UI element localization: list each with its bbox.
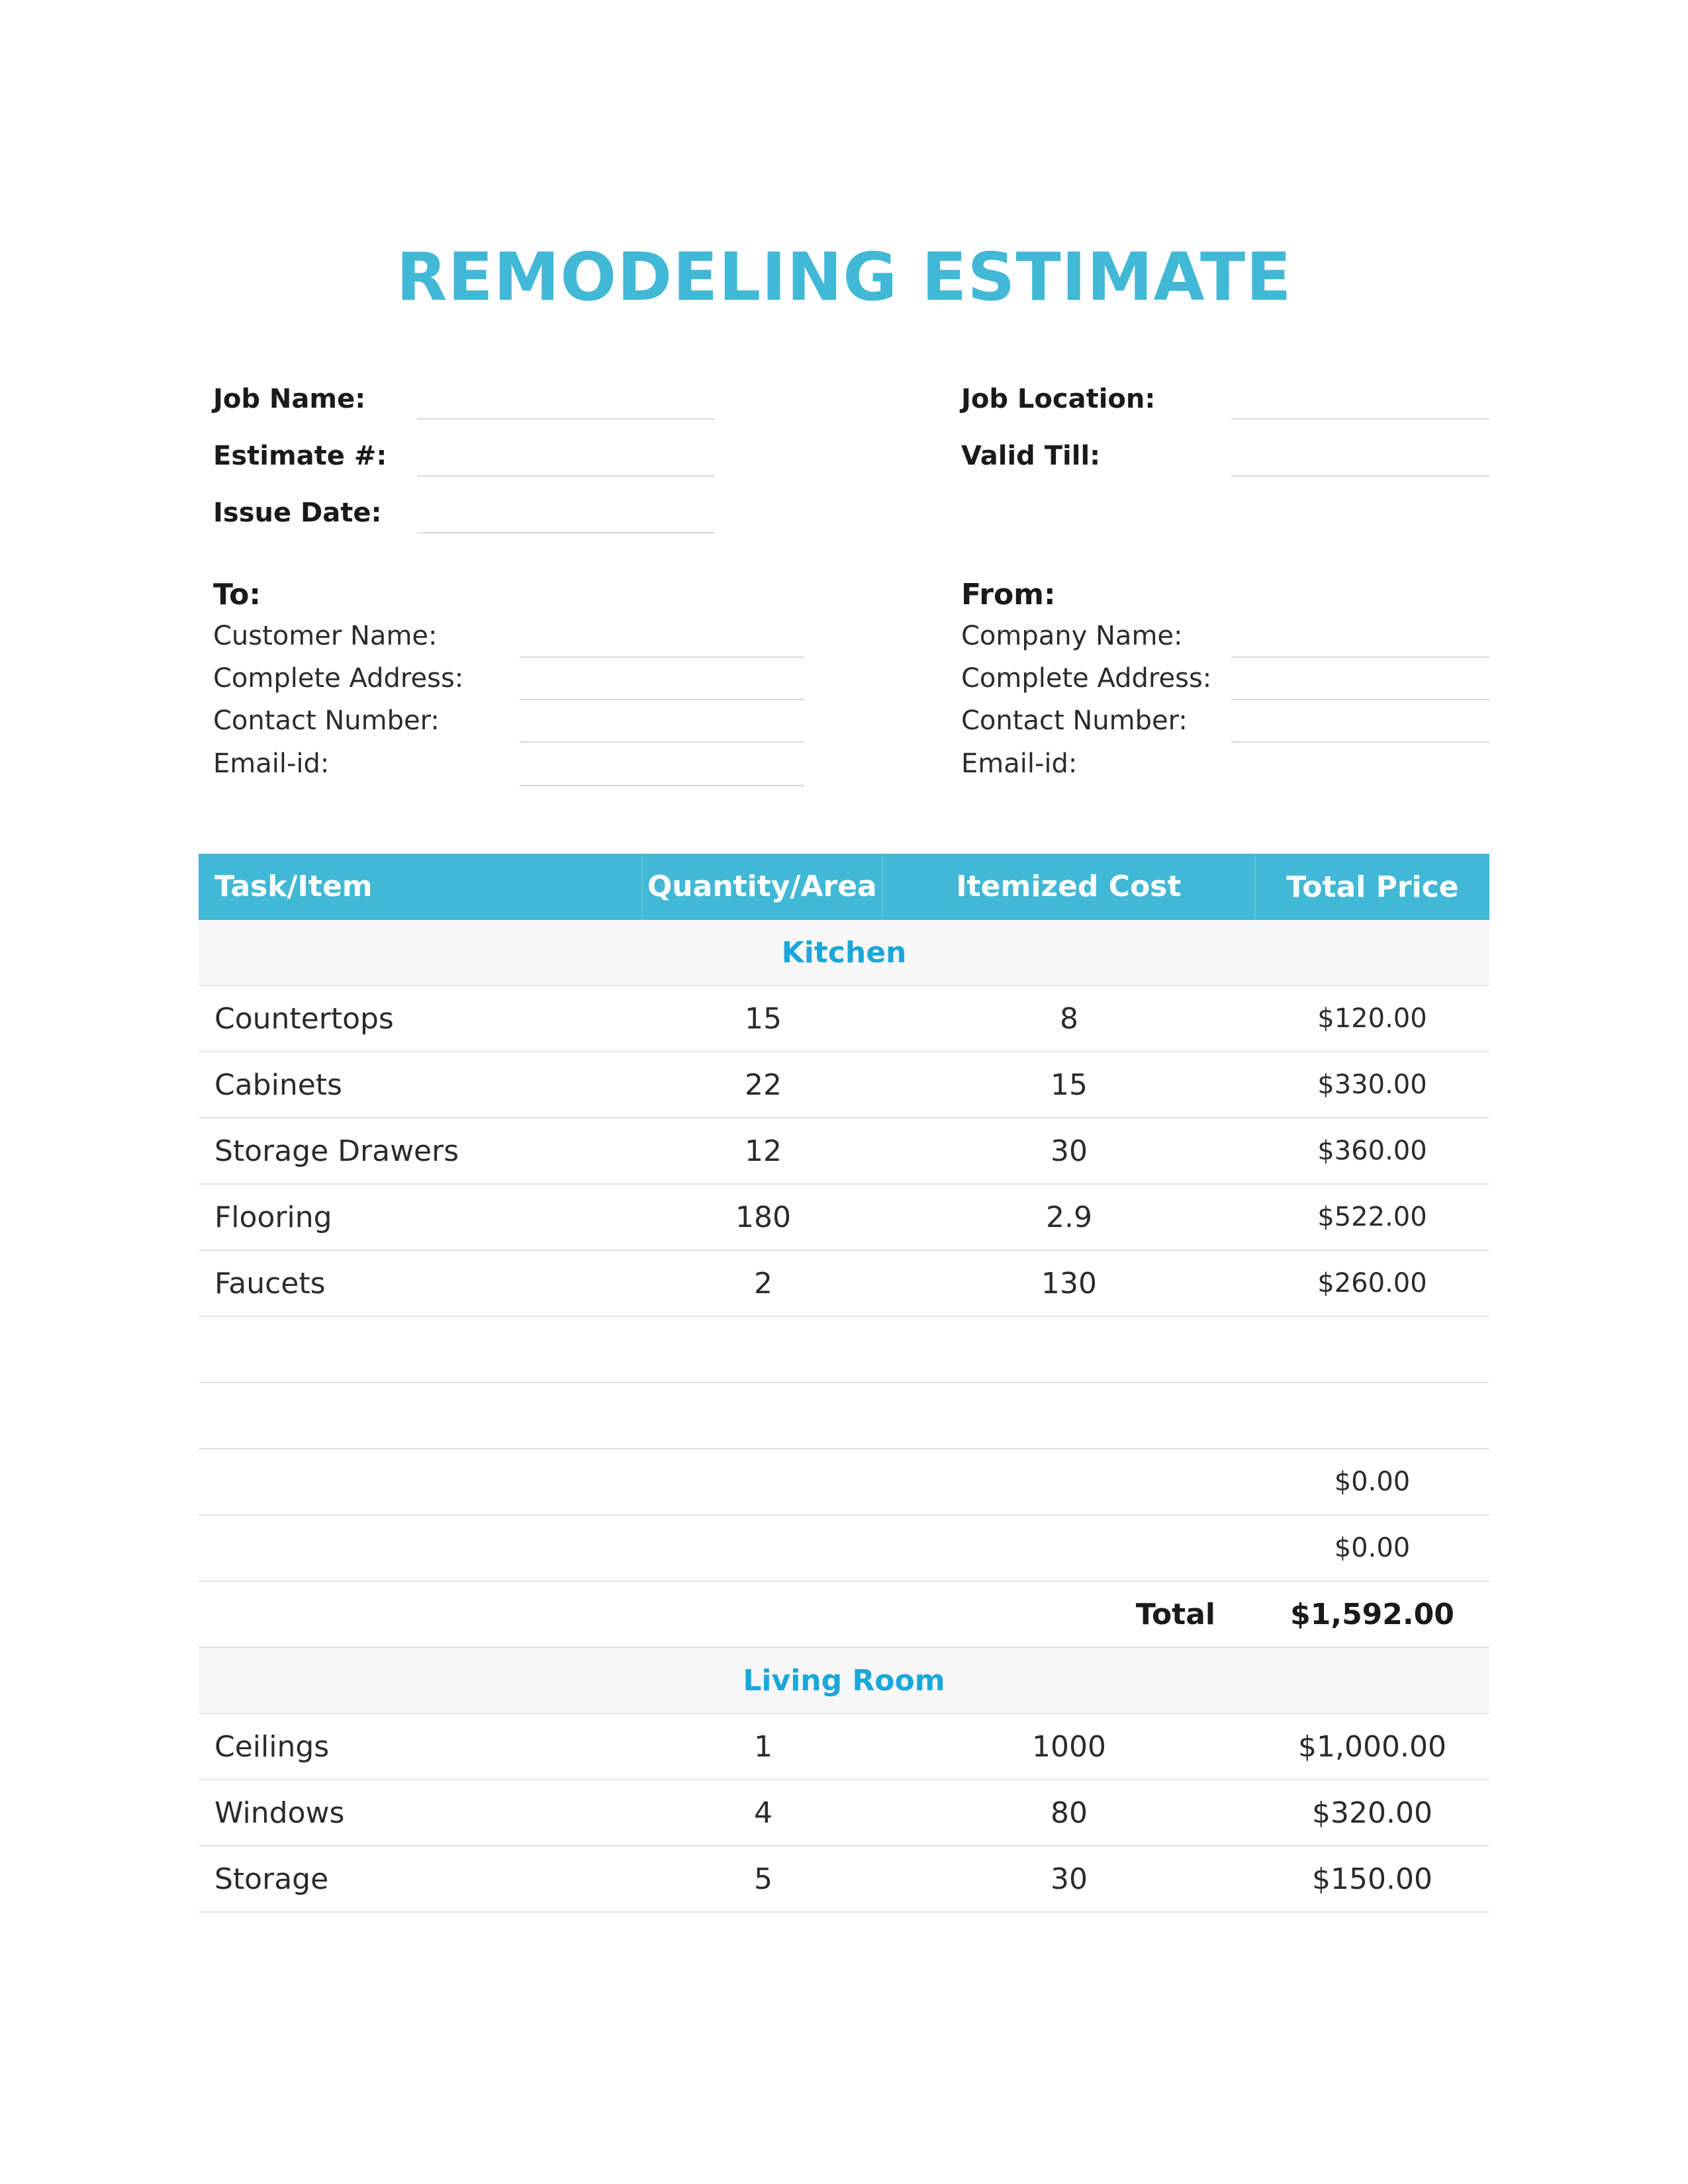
customer-contact-field[interactable] bbox=[520, 741, 804, 743]
cell-qty: 5 bbox=[754, 1862, 773, 1896]
customer-address-field[interactable] bbox=[520, 699, 804, 700]
kitchen-total-row bbox=[199, 1582, 1489, 1648]
table-row bbox=[199, 1118, 1489, 1185]
header-task-item: Task/Item bbox=[199, 854, 643, 920]
cell-item: Storage Drawers bbox=[214, 1134, 459, 1168]
cell-cost: 2.9 bbox=[1046, 1200, 1092, 1234]
cell-cost: 1000 bbox=[1032, 1729, 1106, 1764]
cell-item: Flooring bbox=[214, 1200, 332, 1234]
from-heading: From: bbox=[961, 578, 1056, 612]
cell-cost: 30 bbox=[1051, 1134, 1088, 1168]
cell-total: $522.00 bbox=[1317, 1202, 1427, 1232]
company-name-field[interactable] bbox=[1231, 657, 1489, 658]
cell-item: Faucets bbox=[214, 1266, 326, 1300]
job-location-field[interactable] bbox=[1231, 418, 1489, 420]
cell-qty: 12 bbox=[745, 1134, 782, 1168]
cell-item: Countertops bbox=[214, 1001, 394, 1036]
cell-total: $360.00 bbox=[1317, 1136, 1427, 1166]
kitchen-total-value: $1,592.00 bbox=[1290, 1597, 1454, 1631]
customer-email-label: Email-id: bbox=[213, 749, 330, 779]
issue-date-label: Issue Date: bbox=[213, 498, 382, 528]
header-quantity-area: Quantity/Area bbox=[643, 854, 883, 920]
cell-total: $0.00 bbox=[1334, 1533, 1411, 1563]
cell-qty: 180 bbox=[735, 1200, 791, 1234]
company-name-label: Company Name: bbox=[961, 621, 1183, 651]
table-row bbox=[199, 1052, 1489, 1118]
cell-qty: 2 bbox=[754, 1266, 773, 1300]
cell-cost: 80 bbox=[1051, 1796, 1088, 1830]
customer-address-label: Complete Address: bbox=[213, 663, 464, 694]
page-title: REMODELING ESTIMATE bbox=[396, 238, 1292, 316]
company-email-label: Email-id: bbox=[961, 749, 1078, 779]
table-row bbox=[199, 986, 1489, 1052]
header-total-price: Total Price bbox=[1286, 870, 1459, 904]
issue-date-field[interactable] bbox=[417, 532, 715, 533]
table-row bbox=[199, 1251, 1489, 1317]
cell-qty: 4 bbox=[754, 1796, 773, 1830]
cell-total: $320.00 bbox=[1312, 1796, 1432, 1830]
cell-item: Cabinets bbox=[214, 1068, 342, 1102]
table-header bbox=[199, 854, 1489, 920]
table-row bbox=[199, 1714, 1489, 1780]
table-row bbox=[199, 1449, 1489, 1516]
valid-till-field[interactable] bbox=[1231, 475, 1489, 477]
cell-total: $1,000.00 bbox=[1298, 1729, 1446, 1764]
customer-name-field[interactable] bbox=[520, 657, 804, 658]
section-kitchen: Kitchen bbox=[199, 920, 1489, 986]
table-row bbox=[199, 1516, 1489, 1582]
cell-total: $0.00 bbox=[1334, 1467, 1411, 1497]
job-name-label: Job Name: bbox=[213, 384, 366, 414]
job-name-field[interactable] bbox=[417, 418, 715, 420]
table-row-empty bbox=[199, 1317, 1489, 1383]
company-contact-label: Contact Number: bbox=[961, 705, 1188, 736]
cell-item: Storage bbox=[214, 1862, 329, 1896]
estimate-table bbox=[199, 854, 1489, 1913]
cell-cost: 130 bbox=[1041, 1266, 1097, 1300]
table-row bbox=[199, 1185, 1489, 1251]
company-contact-field[interactable] bbox=[1231, 741, 1489, 743]
cell-total: $330.00 bbox=[1317, 1069, 1427, 1100]
cell-total: $260.00 bbox=[1317, 1268, 1427, 1298]
customer-email-field[interactable] bbox=[520, 785, 804, 786]
company-address-field[interactable] bbox=[1231, 699, 1489, 700]
cell-total: $120.00 bbox=[1317, 1003, 1427, 1034]
cell-cost: 30 bbox=[1051, 1862, 1088, 1896]
cell-item: Ceilings bbox=[214, 1729, 330, 1764]
table-row-empty bbox=[199, 1383, 1489, 1449]
cell-cost: 15 bbox=[1051, 1068, 1088, 1102]
section-living-room: Living Room bbox=[199, 1648, 1489, 1714]
cell-qty: 22 bbox=[745, 1068, 782, 1102]
cell-cost: 8 bbox=[1060, 1001, 1078, 1036]
valid-till-label: Valid Till: bbox=[961, 441, 1101, 471]
estimate-number-label: Estimate #: bbox=[213, 441, 387, 471]
to-heading: To: bbox=[213, 578, 261, 612]
customer-name-label: Customer Name: bbox=[213, 621, 438, 651]
company-address-label: Complete Address: bbox=[961, 663, 1212, 694]
cell-qty: 15 bbox=[745, 1001, 782, 1036]
cell-qty: 1 bbox=[754, 1729, 773, 1764]
cell-total: $150.00 bbox=[1312, 1862, 1432, 1896]
customer-contact-label: Contact Number: bbox=[213, 705, 440, 736]
header-itemized-cost: Itemized Cost bbox=[883, 854, 1256, 920]
total-label: Total bbox=[1135, 1597, 1215, 1631]
estimate-number-field[interactable] bbox=[417, 475, 715, 477]
table-row bbox=[199, 1780, 1489, 1846]
job-location-label: Job Location: bbox=[961, 384, 1156, 414]
table-row bbox=[199, 1846, 1489, 1913]
cell-item: Windows bbox=[214, 1796, 345, 1830]
